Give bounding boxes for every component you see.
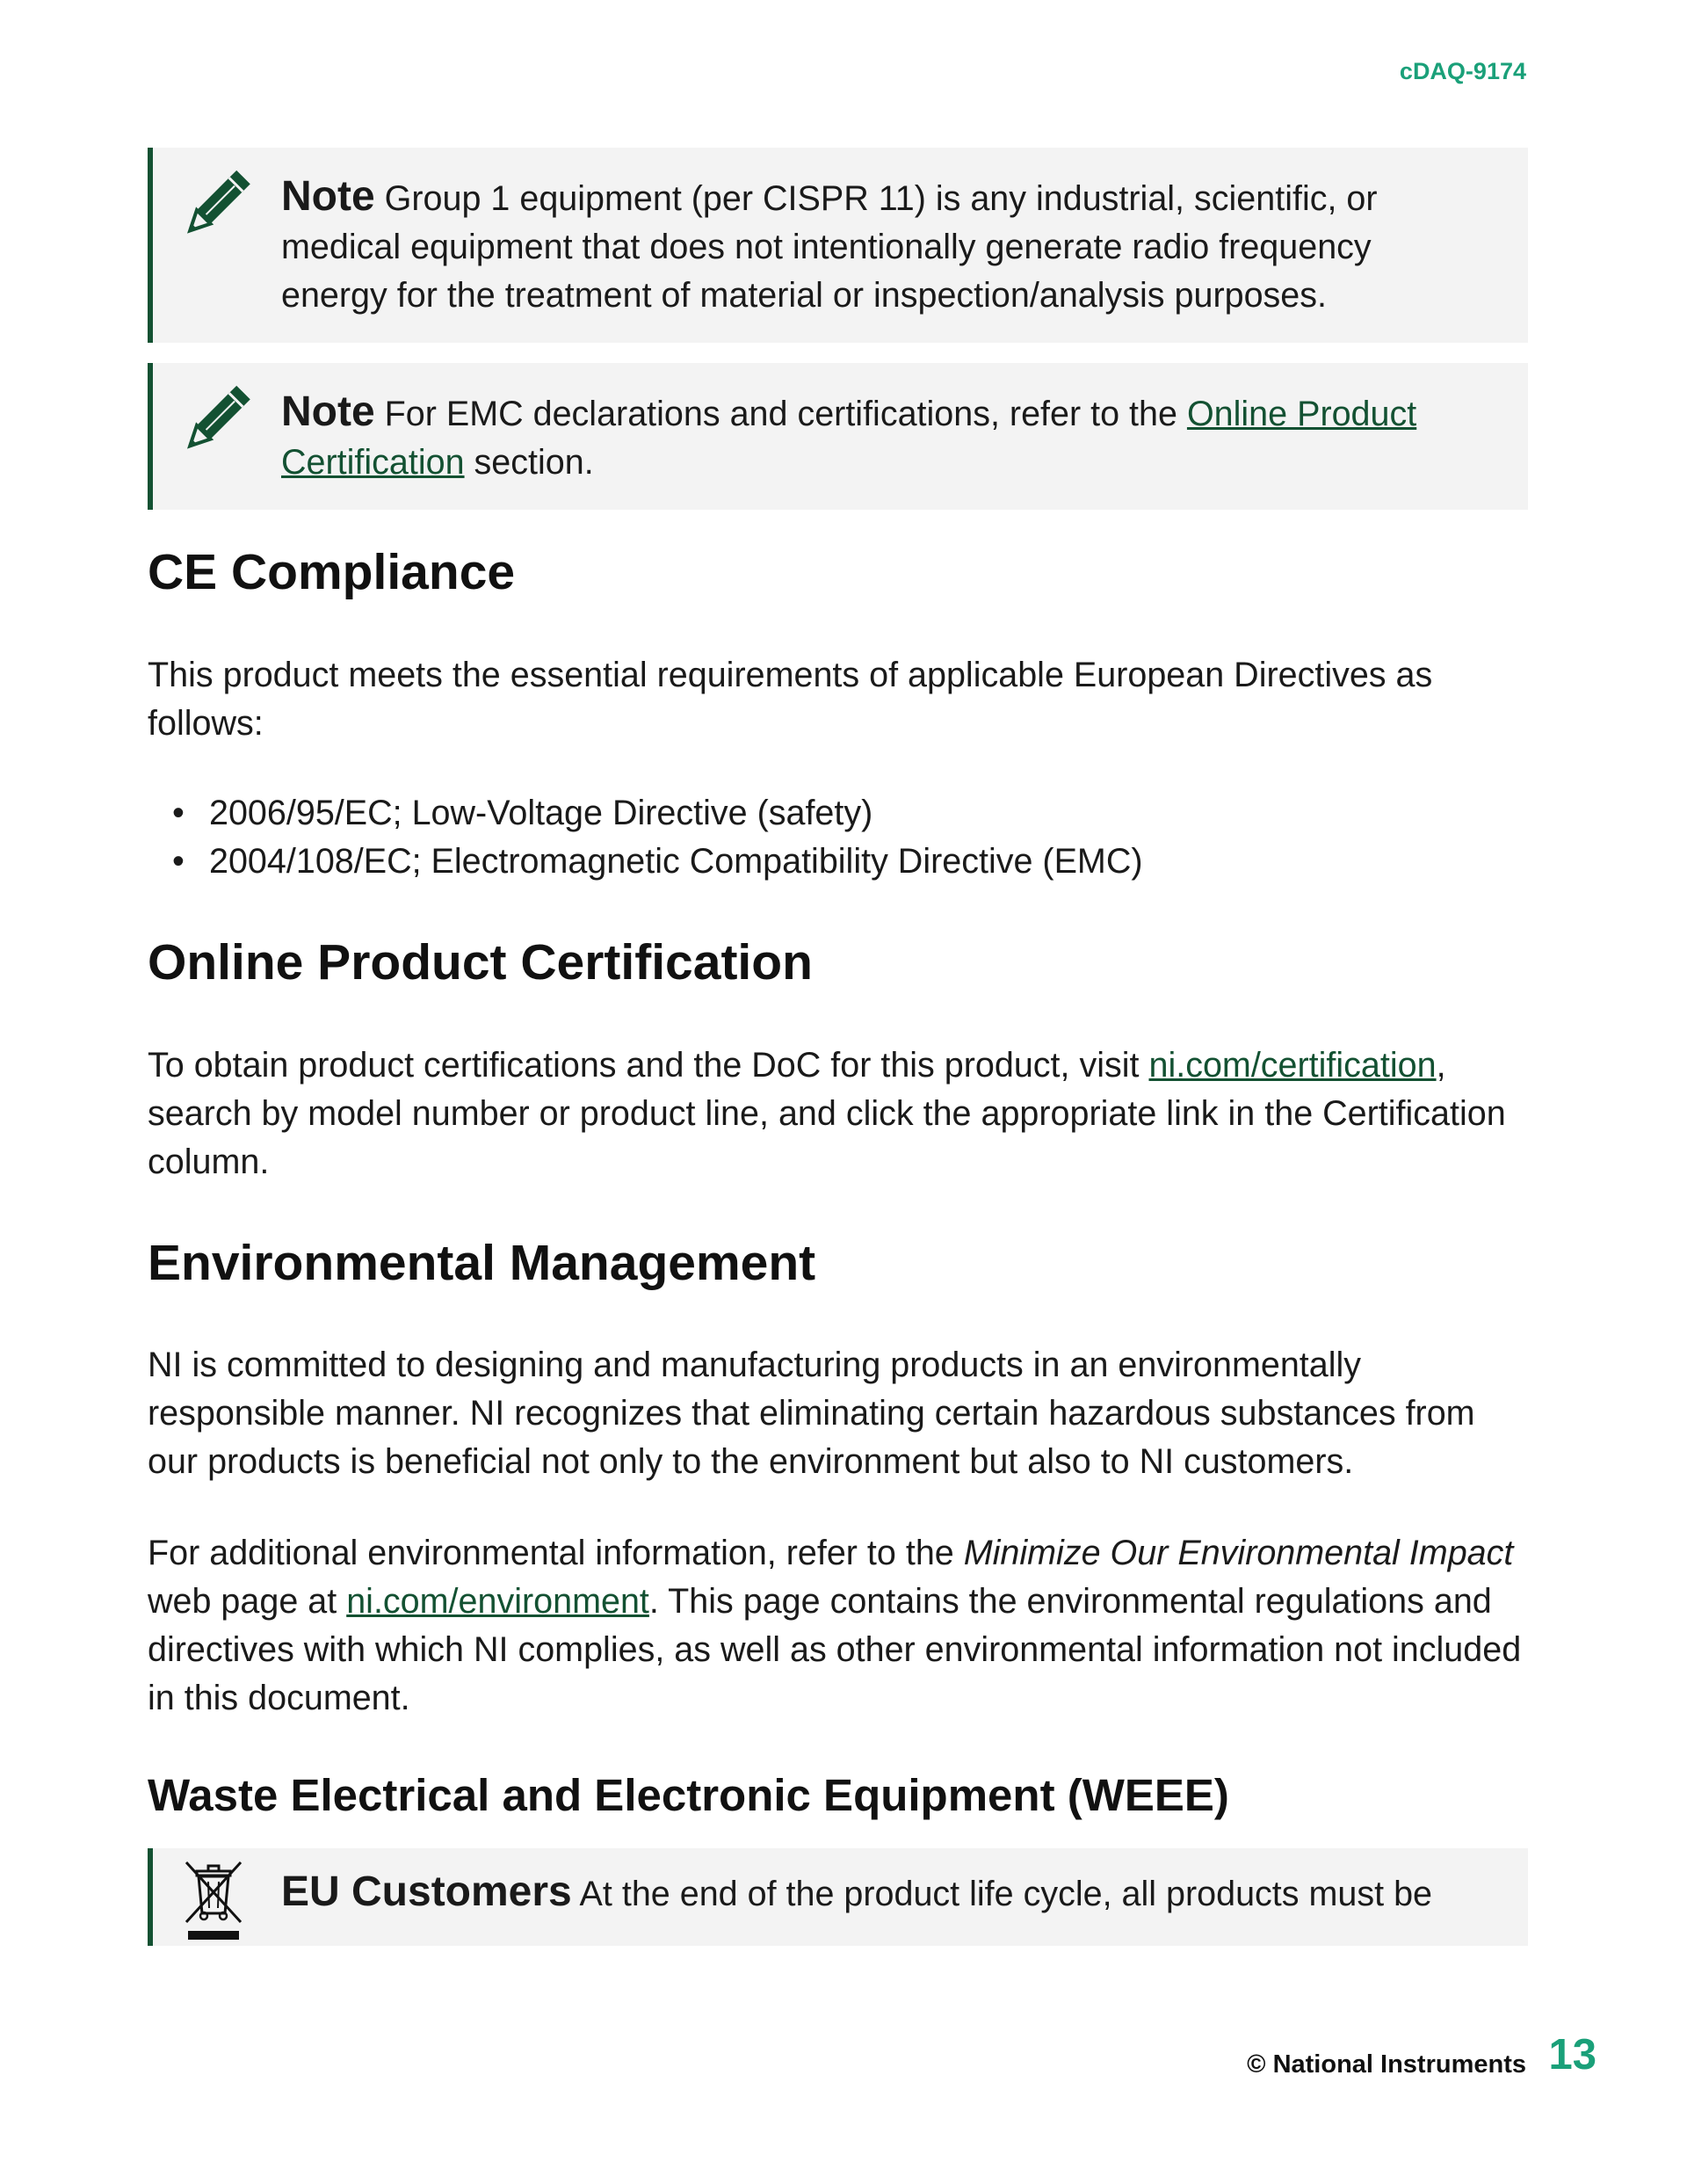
- note-text: [281, 172, 1475, 320]
- ni-certification-link[interactable]: ni.com/certification: [1148, 1046, 1437, 1085]
- note-label: Note: [281, 388, 375, 435]
- page-number: 13: [1548, 2031, 1596, 2079]
- certification-text-end: , search by model number or product line, and click the appropriate link in the Certification column.: [148, 1046, 1506, 1181]
- environment-page-title: Minimize Our Environmental Impact: [963, 1534, 1514, 1572]
- environment-text-mid: web page at: [148, 1582, 347, 1621]
- note-body-end: section.: [464, 443, 594, 482]
- note-callout-emc: [148, 363, 1528, 510]
- online-product-certification-heading: Online Product Certification: [148, 934, 813, 990]
- pencil-icon: [174, 375, 262, 468]
- environment-paragraph-1: NI is committed to designing and manufacturing products in an environmentally responsible manner. NI recognizes that eliminating certain hazardous substances from our products is beneficial not only to the environment but also to NI customers.: [148, 1346, 1475, 1481]
- note-label: Note: [281, 173, 375, 220]
- weee-heading: Waste Electrical and Electronic Equipment (WEEE): [148, 1770, 1229, 1820]
- weee-label: EU Customers: [281, 1868, 572, 1915]
- note-body: For EMC declarations and certifications, refer to the: [374, 395, 1187, 433]
- certification-paragraph: [148, 1041, 1531, 1186]
- certification-text: To obtain product certifications and the DoC for this product, visit: [148, 1046, 1149, 1085]
- list-item: • 2006/95/EC; Low-Voltage Directive (safety): [148, 789, 1143, 838]
- footer-copyright: © National Instruments: [1247, 2050, 1526, 2079]
- ni-environment-link[interactable]: ni.com/environment: [346, 1582, 649, 1621]
- list-item: • 2004/108/EC; Electromagnetic Compatibility Directive (EMC): [148, 838, 1143, 886]
- ce-compliance-heading: CE Compliance: [148, 544, 516, 600]
- environment-text: For additional environmental information, refer to the: [148, 1534, 964, 1572]
- weee-callout: [148, 1848, 1528, 1946]
- weee-text: [281, 1868, 1475, 1919]
- environment-paragraph-2: [148, 1529, 1531, 1723]
- pencil-icon: [174, 160, 262, 252]
- running-header-product: cDAQ-9174: [1399, 58, 1526, 84]
- online-product-certification-link[interactable]: Online Product Certification: [281, 395, 1417, 482]
- crossed-bin-icon: [183, 1857, 244, 1946]
- note-callout-group1: [148, 148, 1528, 343]
- note-body: Group 1 equipment (per CISPR 11) is any industrial, scientific, or medical equipment that does not intentionally generate radio frequency energy for the treatment of material or inspection/analysis purposes.: [281, 179, 1378, 315]
- note-text: [281, 388, 1475, 487]
- weee-body: At the end of the product life cycle, all products must be: [571, 1875, 1433, 1913]
- ce-intro-paragraph: This product meets the essential requirements of applicable European Directives as follows:: [148, 656, 1433, 743]
- environmental-management-heading: Environmental Management: [148, 1235, 816, 1291]
- environment-text-end: . This page contains the environmental regulations and directives with which NI complies, as well as other environmental information not included in this document.: [148, 1582, 1522, 1717]
- directive-list: [148, 789, 1143, 886]
